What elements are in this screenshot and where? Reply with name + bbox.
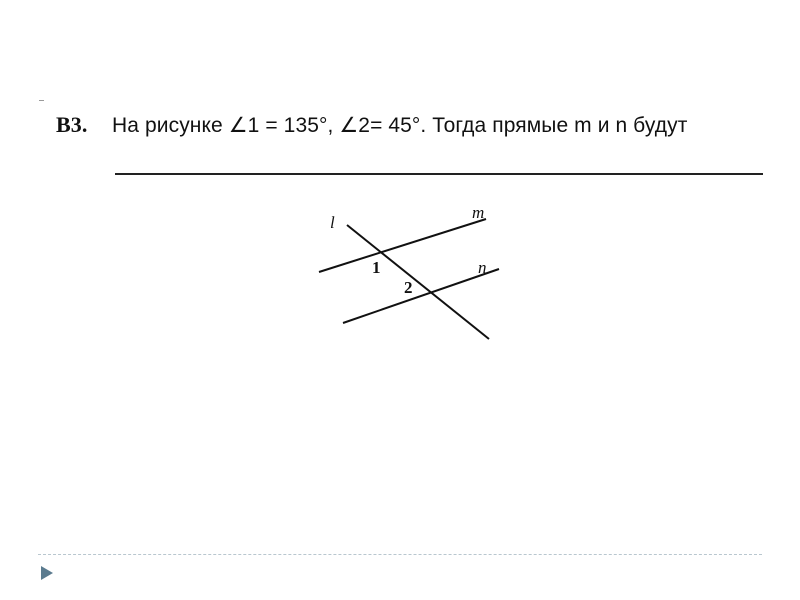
geometry-figure <box>300 195 520 345</box>
problem-statement <box>56 112 687 138</box>
line-m <box>319 219 486 272</box>
label-l: l <box>330 213 335 232</box>
label-angle-2: 2 <box>404 278 413 297</box>
line-l <box>347 225 489 339</box>
footer-divider <box>38 554 762 555</box>
label-angle-1: 1 <box>372 258 381 277</box>
line-n <box>343 269 499 323</box>
problem-text: На рисунке ∠1 = 135°, ∠2= 45°. Тогда прямые m и n будут <box>112 114 688 137</box>
slide-mark <box>39 100 44 101</box>
label-n: n <box>478 258 487 277</box>
play-triangle-icon[interactable] <box>40 565 54 581</box>
label-m: m <box>472 203 485 222</box>
problem-number: B3. <box>56 112 88 137</box>
answer-blank-line <box>115 173 763 175</box>
figure-svg <box>300 195 520 345</box>
